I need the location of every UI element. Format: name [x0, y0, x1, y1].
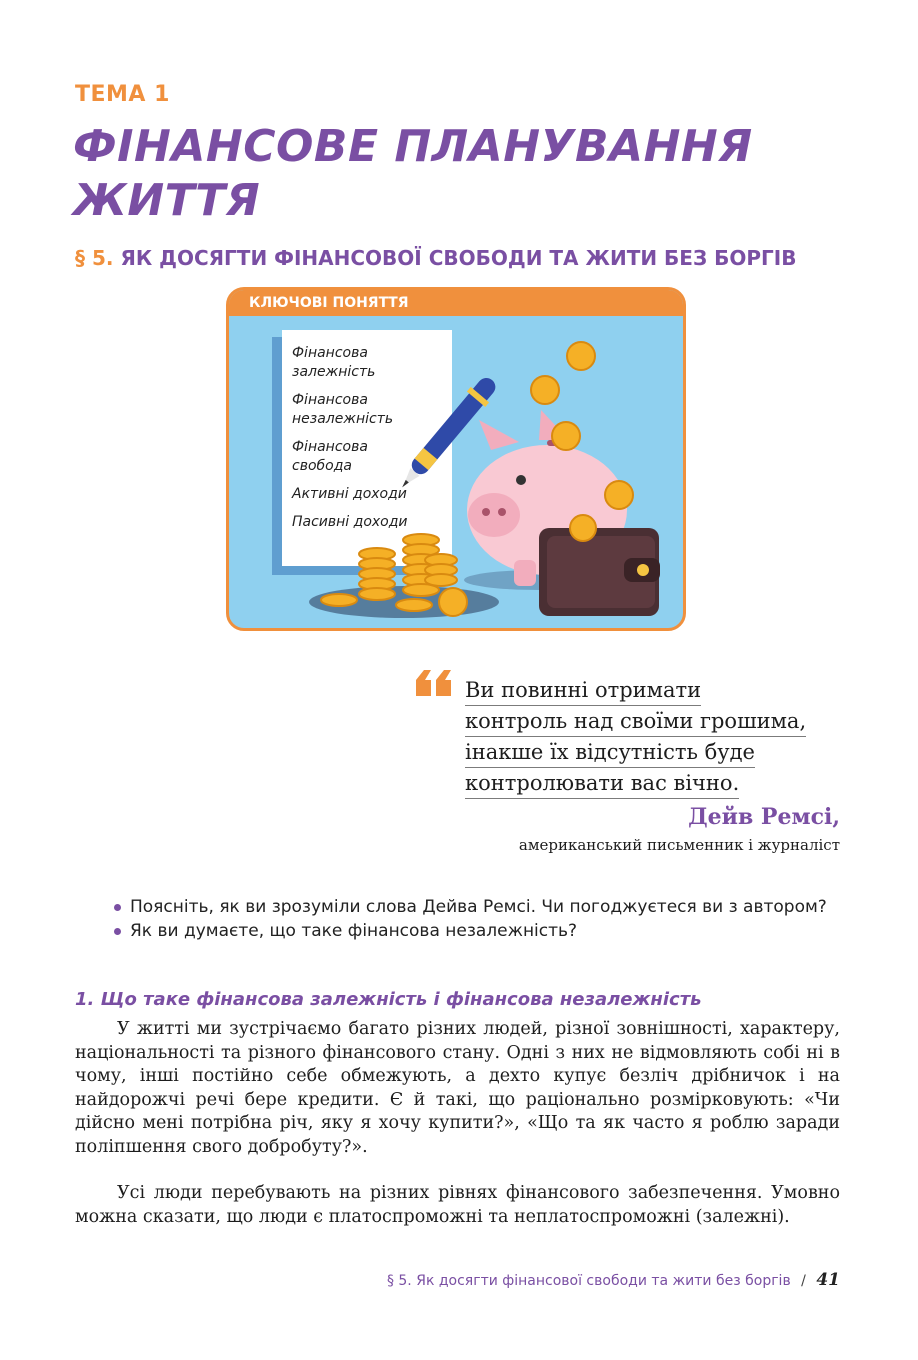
quote-marks-icon	[414, 668, 454, 698]
footer-separator: /	[801, 1273, 806, 1289]
concept-item: Фінансова незалежність	[292, 392, 394, 427]
concept-item: Пасивні доходи	[292, 514, 408, 530]
question-item: Як ви думаєте, що таке фінансова незалежність?	[112, 920, 839, 942]
subsection-title: 1. Що таке фінансова залежність і фінансова незалежність	[75, 989, 702, 1010]
topic-label: ТЕМА 1	[75, 82, 170, 107]
quote-line: інакше їх відсутність буде	[465, 737, 755, 768]
quote-author-role: американський письменник і журналіст	[518, 836, 840, 854]
page-footer	[387, 1270, 840, 1290]
section-title	[75, 246, 855, 270]
questions-list	[112, 896, 839, 944]
chapter-title	[73, 120, 853, 228]
key-concepts-objects	[229, 290, 686, 631]
key-concepts-panel	[226, 287, 686, 631]
concept-item: Активні доходи	[292, 486, 407, 502]
quote-text	[465, 675, 845, 799]
section-title-text: ЯК ДОСЯГТИ ФІНАНСОВОЇ СВОБОДИ ТА ЖИТИ БЕЗ БОРГІВ	[120, 246, 797, 270]
concept-item: Фінансова залежність	[292, 345, 376, 380]
section-number: § 5.	[75, 246, 114, 270]
body-paragraph: Усі люди перебувають на різних рівнях фінансового забезпечення. Умовно можна сказати, що люди є платоспроможні та неплатоспроможні (залежні).	[75, 1183, 840, 1227]
chapter-title-line-1: ФІНАНСОВЕ ПЛАНУВАННЯ	[73, 121, 753, 172]
coin-stack-icon	[321, 534, 467, 616]
quote-line: контролювати вас вічно.	[465, 768, 739, 799]
page-number: 41	[816, 1270, 840, 1290]
chapter-title-line-2: ЖИТТЯ	[73, 175, 261, 226]
quote-line: контроль над своїми грошима,	[465, 706, 806, 737]
concept-item: Фінансова свобода	[292, 439, 368, 474]
quote-line: Ви повинні отримати	[465, 675, 701, 706]
question-item: Поясніть, як ви зрозуміли слова Дейва Ремсі. Чи погоджуєтеся ви з автором?	[112, 896, 839, 918]
running-title: § 5. Як досягти фінансової свободи та жити без боргів	[386, 1273, 791, 1289]
body-paragraph: У житті ми зустрічаємо багато різних людей, різної зовнішності, характеру, національності та різного фінансового стану. Одні з них не відмовляють собі ні в чому, інші постійно себе обмежують, а дехто купує безліч дрібничок і на найдорожчі речі бере кредити. Є й такі, що раціонально розмірковують: «Чи дійсно мені потрібна річ, яку я хочу купити?», «Що та як часто я роблю заради поліпшення свого добробуту?».	[75, 1019, 840, 1157]
wallet-icon	[539, 528, 660, 616]
key-concepts-header: КЛЮЧОВІ ПОНЯТТЯ	[229, 290, 683, 316]
quote-author: Дейв Ремсі,	[688, 804, 840, 830]
